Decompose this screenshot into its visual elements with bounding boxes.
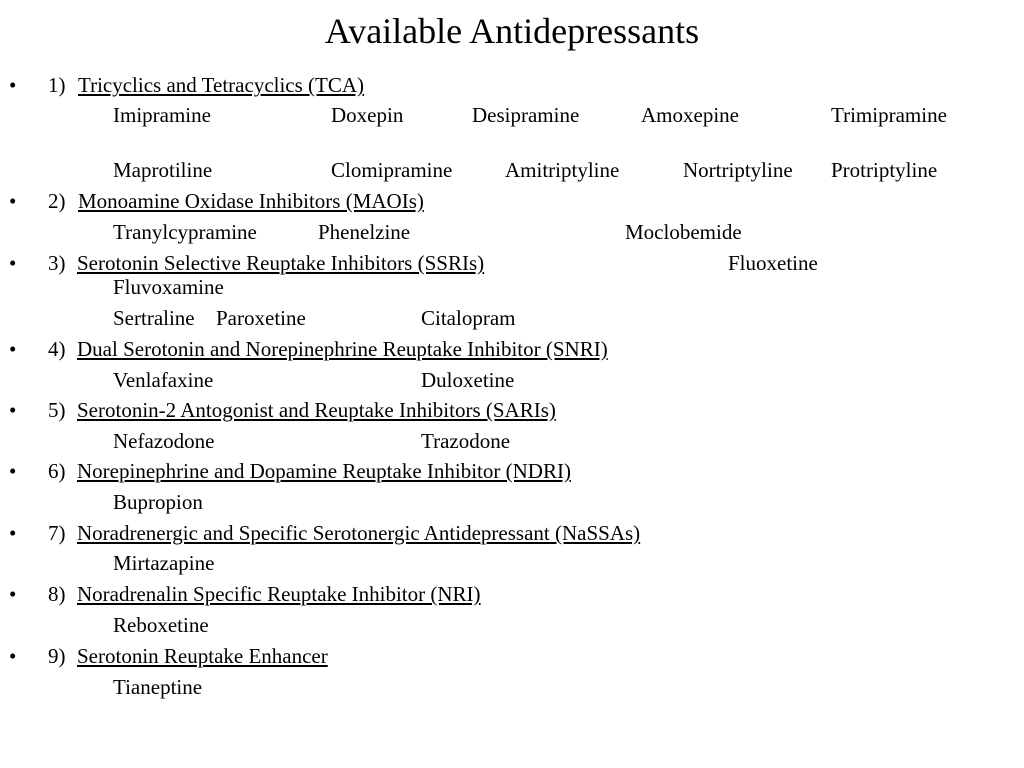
class-number: 3) (48, 251, 66, 275)
drug-name: Fluoxetine (728, 251, 818, 275)
drug-name: Venlafaxine (113, 368, 214, 392)
drug-name: Protriptyline (831, 158, 938, 182)
drug-name: Maprotiline (113, 158, 213, 182)
class-number: 1) (48, 73, 66, 97)
bullet: • (9, 73, 17, 97)
class-heading-ssris: Serotonin Selective Reuptake Inhibitors (SSRIs) (77, 251, 485, 275)
bullet: • (9, 189, 17, 213)
drug-name: Sertraline (113, 306, 195, 330)
drug-name: Clomipramine (331, 158, 453, 182)
class-heading-tca: Tricyclics and Tetracyclics (TCA) (78, 73, 365, 97)
drug-name: Doxepin (331, 103, 404, 127)
class-number: 8) (48, 582, 66, 606)
drug-name: Duloxetine (421, 368, 515, 392)
bullet: • (9, 459, 17, 483)
drug-name: Nortriptyline (683, 158, 793, 182)
class-heading-nri: Noradrenalin Specific Reuptake Inhibitor (NRI) (77, 582, 481, 606)
drug-name: Phenelzine (318, 220, 411, 244)
drug-name: Amoxepine (641, 103, 739, 127)
bullet: • (9, 521, 17, 545)
class-number: 7) (48, 521, 66, 545)
class-heading-saris: Serotonin-2 Antogonist and Reuptake Inhibitors (SARIs) (77, 398, 556, 422)
drug-name: Trimipramine (831, 103, 947, 127)
drug-name: Trazodone (421, 429, 511, 453)
drug-name: Citalopram (421, 306, 516, 330)
drug-name: Fluvoxamine (113, 275, 224, 299)
bullet: • (9, 398, 17, 422)
drug-name: Tianeptine (113, 675, 203, 699)
drug-name: Reboxetine (113, 613, 209, 637)
bullet: • (9, 644, 17, 668)
drug-name: Paroxetine (216, 306, 306, 330)
class-heading-maois: Monoamine Oxidase Inhibitors (MAOIs) (78, 189, 424, 213)
bullet: • (9, 251, 17, 275)
drug-name: Tranylcypramine (113, 220, 257, 244)
drug-name: Amitriptyline (505, 158, 620, 182)
class-heading-reuptake-enhancer: Serotonin Reuptake Enhancer (77, 644, 328, 668)
class-number: 5) (48, 398, 66, 422)
page-title: Available Antidepressants (324, 11, 700, 51)
drug-name: Bupropion (113, 490, 203, 514)
drug-name: Desipramine (472, 103, 580, 127)
class-number: 4) (48, 337, 66, 361)
class-heading-nassas: Noradrenergic and Specific Serotonergic Antidepressant (NaSSAs) (77, 521, 641, 545)
drug-name: Moclobemide (625, 220, 742, 244)
bullet: • (9, 582, 17, 606)
class-number: 6) (48, 459, 66, 483)
drug-name: Mirtazapine (113, 551, 215, 575)
class-heading-snri: Dual Serotonin and Norepinephrine Reuptake Inhibitor (SNRI) (77, 337, 608, 361)
drug-name: Nefazodone (113, 429, 215, 453)
class-number: 9) (48, 644, 66, 668)
class-number: 2) (48, 189, 66, 213)
drug-name: Imipramine (113, 103, 211, 127)
bullet: • (9, 337, 17, 361)
class-heading-ndri: Norepinephrine and Dopamine Reuptake Inhibitor (NDRI) (77, 459, 571, 483)
